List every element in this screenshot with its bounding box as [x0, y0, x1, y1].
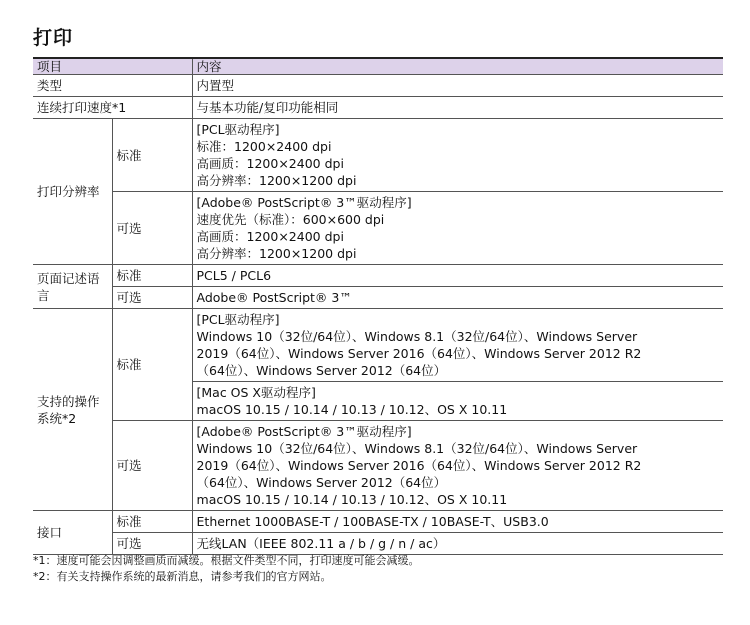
- row-os-standard-a: [33, 309, 723, 382]
- row-interface-label: 接口: [33, 511, 112, 555]
- row-resolution-optional: [33, 192, 723, 265]
- row-pdl-label: 页面记述语言: [33, 265, 112, 309]
- row-pdl-standard: [33, 265, 723, 287]
- text-line: [PCL驱动程序]: [196, 122, 280, 137]
- footnotes: [33, 553, 420, 585]
- table-header-row: [33, 58, 723, 75]
- row-speed: [33, 97, 723, 119]
- resolution-optional-value: [192, 192, 723, 265]
- text-line: [Adobe® PostScript® 3™驱动程序]: [196, 195, 412, 210]
- row-type-label: 类型: [33, 75, 192, 97]
- section-title: 打印: [33, 27, 74, 49]
- text-line: macOS 10.15 / 10.14 / 10.13 / 10.12、OS X 10.11: [196, 492, 508, 507]
- interface-standard-value: Ethernet 1000BASE-T / 100BASE-TX / 10BASE-T、USB3.0: [192, 511, 723, 533]
- resolution-standard-value: [192, 119, 723, 192]
- resolution-standard-label: 标准: [112, 119, 192, 192]
- row-os-label: 支持的操作系统*2: [33, 309, 112, 511]
- text-line: 标准：1200×2400 dpi: [196, 139, 332, 154]
- row-speed-value: 与基本功能/复印功能相同: [192, 97, 723, 119]
- row-resolution-standard: [33, 119, 723, 192]
- os-optional-label: 可选: [112, 421, 192, 511]
- pdl-optional-label: 可选: [112, 287, 192, 309]
- text-line: 高分辨率：1200×1200 dpi: [196, 173, 357, 188]
- pdl-standard-value: PCL5 / PCL6: [192, 265, 723, 287]
- text-line: 高分辨率：1200×1200 dpi: [196, 246, 357, 261]
- row-interface-standard: [33, 511, 723, 533]
- spec-table: [33, 57, 723, 555]
- text-line: 2019（64位）、Windows Server 2016（64位）、Windows Server 2012 R2: [196, 458, 642, 473]
- text-line: （64位）、Windows Server 2012（64位）: [196, 475, 447, 490]
- footnote-1: *1：速度可能会因调整画质而减缓。根据文件类型不同，打印速度可能会减缓。: [33, 554, 420, 567]
- row-os-optional: [33, 421, 723, 511]
- row-type: [33, 75, 723, 97]
- os-standard-mac-value: [192, 382, 723, 421]
- resolution-optional-label: 可选: [112, 192, 192, 265]
- header-content: 内容: [192, 58, 723, 75]
- row-pdl-optional: [33, 287, 723, 309]
- pdl-optional-value: Adobe® PostScript® 3™: [192, 287, 723, 309]
- interface-optional-label: 可选: [112, 533, 192, 555]
- os-standard-label: 标准: [112, 309, 192, 421]
- row-resolution-label: 打印分辨率: [33, 119, 112, 265]
- row-interface-optional: [33, 533, 723, 555]
- text-line: Windows 10（32位/64位）、Windows 8.1（32位/64位）、Windows Server: [196, 441, 638, 456]
- text-line: [PCL驱动程序]: [196, 312, 280, 327]
- pdl-standard-label: 标准: [112, 265, 192, 287]
- text-line: [Mac OS X驱动程序]: [196, 385, 316, 400]
- footnote-2: *2：有关支持操作系统的最新消息，请参考我们的官方网站。: [33, 570, 332, 583]
- text-line: 高画质：1200×2400 dpi: [196, 229, 344, 244]
- text-line: [Adobe® PostScript® 3™驱动程序]: [196, 424, 412, 439]
- row-speed-label: 连续打印速度*1: [33, 97, 192, 119]
- text-line: 速度优先（标准）：600×600 dpi: [196, 212, 385, 227]
- row-type-value: 内置型: [192, 75, 723, 97]
- text-line: Windows 10（32位/64位）、Windows 8.1（32位/64位）、Windows Server: [196, 329, 638, 344]
- interface-optional-value: 无线LAN（IEEE 802.11 a / b / g / n / ac）: [192, 533, 723, 555]
- text-line: 高画质：1200×2400 dpi: [196, 156, 344, 171]
- text-line: （64位）、Windows Server 2012（64位）: [196, 363, 447, 378]
- text-line: 2019（64位）、Windows Server 2016（64位）、Windows Server 2012 R2: [196, 346, 642, 361]
- os-standard-pcl-value: [192, 309, 723, 382]
- text-line: macOS 10.15 / 10.14 / 10.13 / 10.12、OS X 10.11: [196, 402, 508, 417]
- interface-standard-label: 标准: [112, 511, 192, 533]
- os-optional-value: [192, 421, 723, 511]
- header-item: 项目: [33, 58, 192, 75]
